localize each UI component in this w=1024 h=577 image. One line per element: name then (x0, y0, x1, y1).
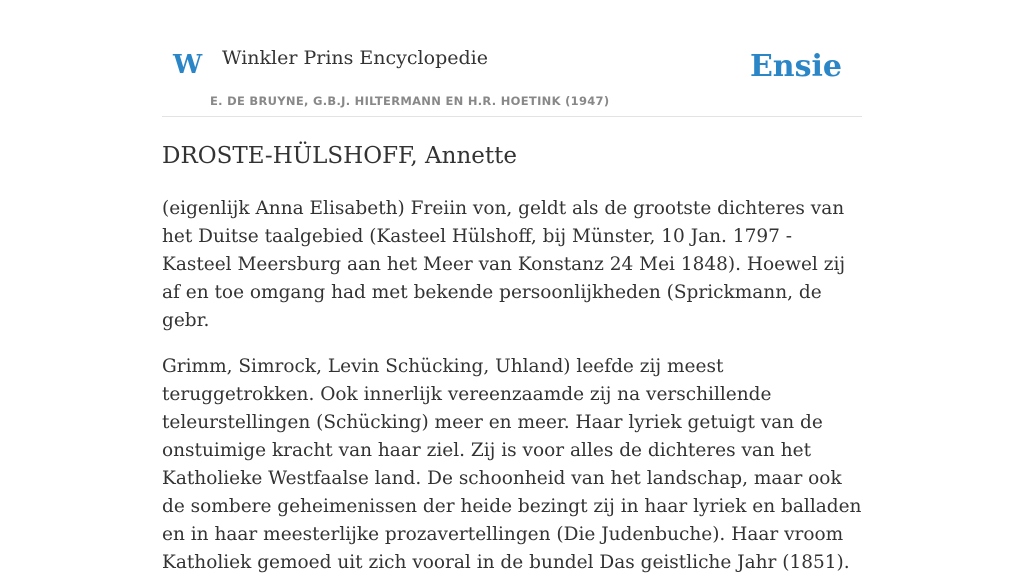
article-paragraph-2: Grimm, Simrock, Levin Schücking, Uhland) leefde zij meest teruggetrokken. Ook innerlijk vereenzaamde zij na verschillende teleurstellingen (Schücking) meer en meer. Haar lyriek getuigt van de onstuimige kracht van haar ziel. Zij is voor alles de dichteres van het Katholieke Westfaalse land. De schoonheid van het landschap, maar ook de sombere geheimenissen der heide bezingt zij in haar lyriek en balladen en in haar meesterlijke prozavertellingen (Die Judenbuche). Haar vroom Katholiek gemoed uit zich vooral in de bundel Das geistliche Jahr (1851). (162, 355, 862, 573)
brand-logo[interactable]: Ensie (749, 49, 842, 84)
publication-authors: E. DE BRUYNE, G.B.J. HILTERMANN EN H.R. HOETINK (1947) (210, 94, 610, 108)
page (162, 0, 862, 577)
article-title: DROSTE-HÜLSHOFF, Annette (162, 143, 517, 169)
article-paragraph-1: (eigenlijk Anna Elisabeth) Freiin von, geldt als de grootste dichteres van het Duitse taalgebied (Kasteel Hülshoff, bij Münster, 10 Jan. 1797 - Kasteel Meersburg aan het Meer van Konstanz 24 Mei 1848). Hoewel zij af en toe omgang had met bekende persoonlijkheden (Sprickmann, de gebr. (162, 197, 846, 331)
header (162, 0, 862, 117)
publication-logo[interactable]: W (173, 50, 203, 80)
publication-title[interactable]: Winkler Prins Encyclopedie (222, 47, 488, 69)
